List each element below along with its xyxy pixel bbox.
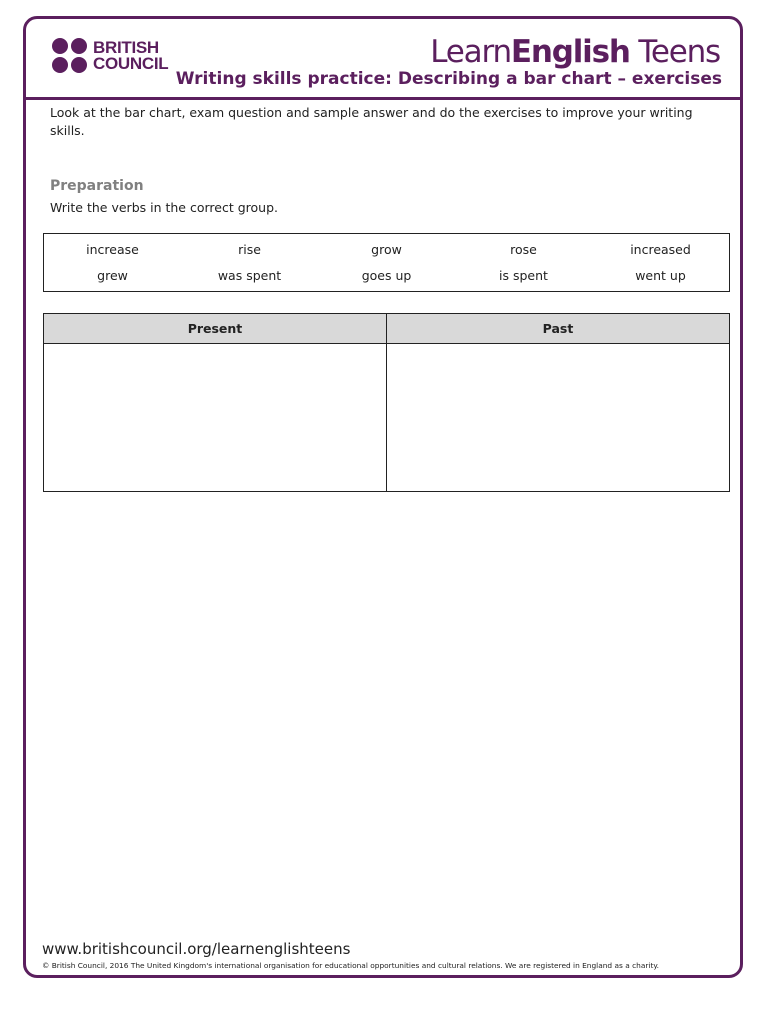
word-bank: [43, 233, 730, 292]
word-item: is spent: [499, 267, 548, 283]
page-title: Writing skills practice: Describing a bar chart – exercises: [175, 69, 722, 89]
word-item: increase: [86, 242, 139, 258]
preparation-heading: Preparation: [50, 178, 144, 194]
logo-teens: Teens: [629, 34, 720, 70]
word-item: increased: [630, 242, 691, 258]
learnenglish-teens-logo: [430, 34, 720, 70]
present-past-table: [43, 313, 730, 492]
present-answer-cell[interactable]: [44, 344, 387, 492]
footer-url: www.britishcouncil.org/learnenglishteens: [42, 940, 351, 958]
header-divider: [26, 97, 740, 100]
column-header-present: Present: [44, 314, 387, 344]
logo-learn: Learn: [430, 34, 511, 70]
british-council-logo: [52, 38, 168, 73]
word-item: grow: [371, 242, 402, 258]
word-item: was spent: [217, 267, 282, 283]
logo-line-1: BRITISH: [93, 37, 159, 57]
footer-copyright: © British Council, 2016 The United Kingdom's international organisation for educational opportunities and cultural relations. We are registered in England as a charity.: [42, 961, 660, 970]
word-item: rise: [238, 242, 261, 258]
logo-english: English: [510, 34, 630, 70]
logo-line-2: COUNCIL: [93, 53, 169, 73]
word-item: grew: [97, 267, 128, 283]
preparation-instruction: Write the verbs in the correct group.: [50, 200, 278, 215]
intro-text: Look at the bar chart, exam question and sample answer and do the exercises to improve your writing skills.: [50, 105, 693, 138]
past-answer-cell[interactable]: [387, 344, 730, 492]
page-frame: [23, 16, 743, 978]
word-item: went up: [635, 267, 686, 283]
word-item: goes up: [361, 267, 412, 283]
word-item: rose: [510, 242, 537, 258]
column-header-past: Past: [387, 314, 730, 344]
british-council-dots-icon: [52, 38, 87, 73]
british-council-wordmark: [93, 37, 169, 73]
